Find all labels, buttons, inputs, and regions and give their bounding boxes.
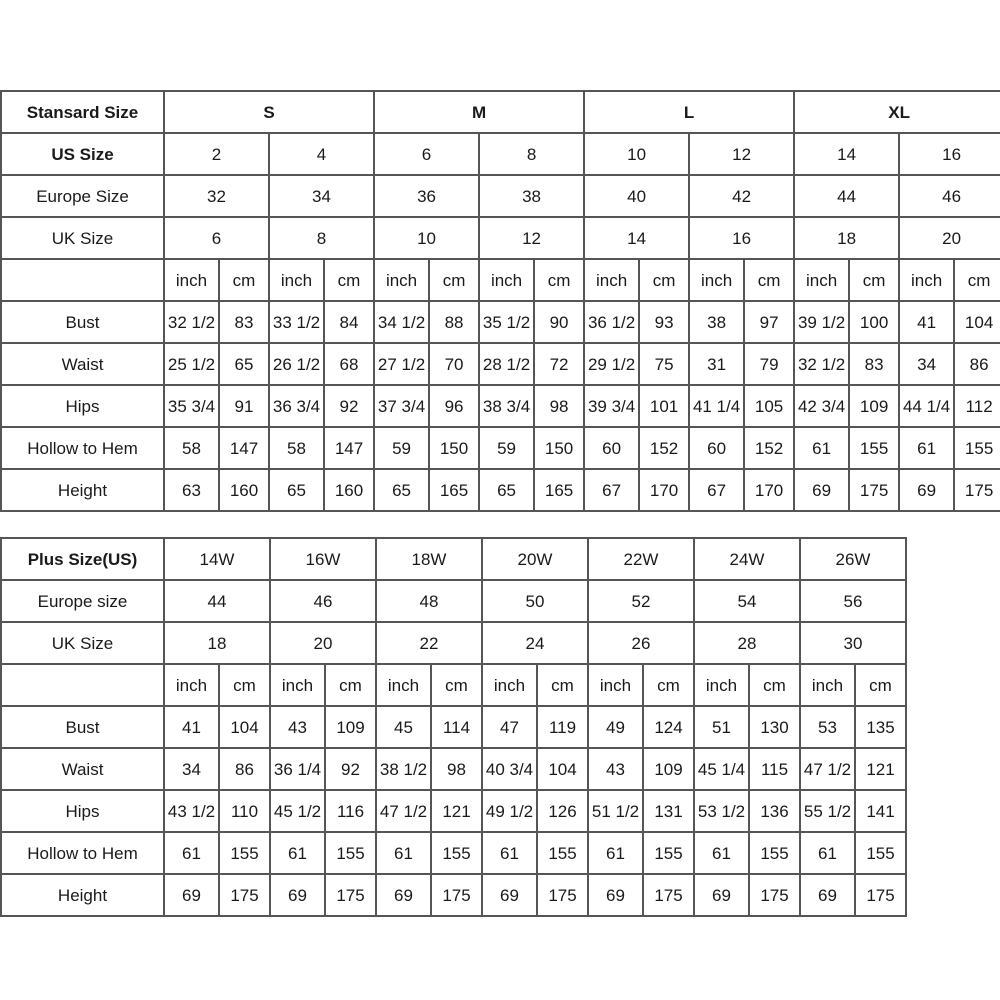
measurement-value: 141 xyxy=(855,790,906,832)
measurement-value: 155 xyxy=(749,832,800,874)
measurement-value: 83 xyxy=(849,343,899,385)
plus-uk-size-label: UK Size xyxy=(1,622,164,664)
plus-uk-size-value: 20 xyxy=(270,622,376,664)
us-size-value: 16 xyxy=(899,133,1000,175)
measurement-value: 69 xyxy=(164,874,219,916)
measurement-value: 29 1/2 xyxy=(584,343,639,385)
unit-cm-label: cm xyxy=(744,259,794,301)
plus-uk-size-value: 30 xyxy=(800,622,906,664)
measurement-value: 155 xyxy=(219,832,270,874)
measurement-value: 104 xyxy=(219,706,270,748)
measurement-value: 175 xyxy=(849,469,899,511)
unit-inch-label: inch xyxy=(794,259,849,301)
measurement-value: 121 xyxy=(431,790,482,832)
measurement-value: 175 xyxy=(855,874,906,916)
unit-cm-label: cm xyxy=(324,259,374,301)
measurement-value: 109 xyxy=(849,385,899,427)
europe-size-value: 34 xyxy=(269,175,374,217)
plus-measurement-row xyxy=(1,874,906,916)
europe-size-value: 40 xyxy=(584,175,689,217)
measurement-value: 130 xyxy=(749,706,800,748)
measurement-value: 136 xyxy=(749,790,800,832)
unit-inch-label: inch xyxy=(164,664,219,706)
measurement-value: 126 xyxy=(537,790,588,832)
measurement-value: 155 xyxy=(849,427,899,469)
plus-size-table xyxy=(0,537,907,917)
europe-size-value: 38 xyxy=(479,175,584,217)
measurement-value: 26 1/2 xyxy=(269,343,324,385)
measurement-value: 116 xyxy=(325,790,376,832)
measurement-value: 49 xyxy=(588,706,643,748)
size-group-label: M xyxy=(374,91,584,133)
measurement-value: 51 1/2 xyxy=(588,790,643,832)
measurement-value: 147 xyxy=(219,427,269,469)
size-group-label: XL xyxy=(794,91,1000,133)
measurement-value: 175 xyxy=(643,874,694,916)
plus-us-size-value: 18W xyxy=(376,538,482,580)
unit-cm-label: cm xyxy=(431,664,482,706)
measurement-value: 69 xyxy=(800,874,855,916)
measurement-value: 65 xyxy=(374,469,429,511)
measurement-value: 61 xyxy=(376,832,431,874)
measurement-value: 98 xyxy=(431,748,482,790)
measurement-value: 61 xyxy=(800,832,855,874)
measurement-value: 61 xyxy=(899,427,954,469)
plus-uk-size-value: 18 xyxy=(164,622,270,664)
uk-size-label: UK Size xyxy=(1,217,164,259)
measurement-value: 42 3/4 xyxy=(794,385,849,427)
measurement-value: 114 xyxy=(431,706,482,748)
plus-unit-row xyxy=(1,664,906,706)
measurement-value: 69 xyxy=(899,469,954,511)
measurement-value: 69 xyxy=(694,874,749,916)
us-size-value: 14 xyxy=(794,133,899,175)
measurement-value: 55 1/2 xyxy=(800,790,855,832)
measurement-value: 124 xyxy=(643,706,694,748)
unit-cm-label: cm xyxy=(537,664,588,706)
measurement-value: 61 xyxy=(794,427,849,469)
measurement-value: 69 xyxy=(588,874,643,916)
measurement-value: 63 xyxy=(164,469,219,511)
measurement-value: 58 xyxy=(269,427,324,469)
unit-row xyxy=(1,259,1000,301)
measurement-value: 97 xyxy=(744,301,794,343)
measurement-value: 53 1/2 xyxy=(694,790,749,832)
uk-size-value: 8 xyxy=(269,217,374,259)
measurement-value: 109 xyxy=(643,748,694,790)
measurement-value: 155 xyxy=(431,832,482,874)
measurement-value: 44 1/4 xyxy=(899,385,954,427)
us-size-value: 6 xyxy=(374,133,479,175)
measurement-label: Hips xyxy=(1,385,164,427)
measurement-value: 59 xyxy=(479,427,534,469)
plus-europe-size-value: 54 xyxy=(694,580,800,622)
plus-europe-size-label: Europe size xyxy=(1,580,164,622)
measurement-label: Bust xyxy=(1,301,164,343)
unit-inch-label: inch xyxy=(269,259,324,301)
plus-us-size-value: 22W xyxy=(588,538,694,580)
measurement-value: 45 1/2 xyxy=(270,790,325,832)
measurement-value: 47 1/2 xyxy=(800,748,855,790)
measurement-value: 147 xyxy=(324,427,374,469)
measurement-label: Hips xyxy=(1,790,164,832)
measurement-value: 38 xyxy=(689,301,744,343)
uk-size-value: 20 xyxy=(899,217,1000,259)
measurement-value: 105 xyxy=(744,385,794,427)
plus-europe-size-row xyxy=(1,580,906,622)
unit-cm-label: cm xyxy=(643,664,694,706)
measurement-value: 112 xyxy=(954,385,1000,427)
measurement-value: 41 xyxy=(164,706,219,748)
measurement-value: 34 xyxy=(899,343,954,385)
measurement-value: 75 xyxy=(639,343,689,385)
measurement-value: 34 xyxy=(164,748,219,790)
size-group-row xyxy=(1,91,1000,133)
measurement-value: 43 1/2 xyxy=(164,790,219,832)
plus-europe-size-value: 50 xyxy=(482,580,588,622)
measurement-value: 41 1/4 xyxy=(689,385,744,427)
us-size-value: 12 xyxy=(689,133,794,175)
unit-inch-label: inch xyxy=(374,259,429,301)
plus-us-size-value: 14W xyxy=(164,538,270,580)
measurement-label: Waist xyxy=(1,748,164,790)
measurement-value: 40 3/4 xyxy=(482,748,537,790)
unit-cm-label: cm xyxy=(849,259,899,301)
measurement-value: 45 1/4 xyxy=(694,748,749,790)
measurement-value: 175 xyxy=(431,874,482,916)
unit-inch-label: inch xyxy=(479,259,534,301)
europe-size-value: 46 xyxy=(899,175,1000,217)
plus-measurement-row xyxy=(1,706,906,748)
measurement-value: 175 xyxy=(749,874,800,916)
standard-size-table xyxy=(0,90,1000,512)
us-size-value: 10 xyxy=(584,133,689,175)
unit-cm-label: cm xyxy=(639,259,689,301)
us-size-value: 4 xyxy=(269,133,374,175)
measurement-value: 47 1/2 xyxy=(376,790,431,832)
size-group-label: L xyxy=(584,91,794,133)
europe-size-value: 36 xyxy=(374,175,479,217)
measurement-value: 69 xyxy=(482,874,537,916)
plus-europe-size-value: 48 xyxy=(376,580,482,622)
unit-inch-label: inch xyxy=(800,664,855,706)
plus-uk-size-value: 26 xyxy=(588,622,694,664)
measurement-value: 61 xyxy=(270,832,325,874)
uk-size-value: 18 xyxy=(794,217,899,259)
measurement-row xyxy=(1,427,1000,469)
measurement-row xyxy=(1,469,1000,511)
measurement-value: 86 xyxy=(954,343,1000,385)
uk-size-value: 14 xyxy=(584,217,689,259)
measurement-value: 175 xyxy=(325,874,376,916)
measurement-value: 37 3/4 xyxy=(374,385,429,427)
measurement-value: 45 xyxy=(376,706,431,748)
measurement-row xyxy=(1,385,1000,427)
measurement-value: 61 xyxy=(482,832,537,874)
measurement-value: 28 1/2 xyxy=(479,343,534,385)
unit-cm-label: cm xyxy=(855,664,906,706)
measurement-value: 175 xyxy=(537,874,588,916)
measurement-value: 35 1/2 xyxy=(479,301,534,343)
measurement-value: 65 xyxy=(479,469,534,511)
unit-inch-label: inch xyxy=(694,664,749,706)
measurement-label: Height xyxy=(1,469,164,511)
measurement-value: 25 1/2 xyxy=(164,343,219,385)
measurement-value: 155 xyxy=(537,832,588,874)
plus-europe-size-value: 44 xyxy=(164,580,270,622)
measurement-value: 68 xyxy=(324,343,374,385)
measurement-value: 35 3/4 xyxy=(164,385,219,427)
measurement-value: 67 xyxy=(584,469,639,511)
measurement-value: 84 xyxy=(324,301,374,343)
measurement-value: 170 xyxy=(744,469,794,511)
measurement-value: 115 xyxy=(749,748,800,790)
plus-size-header: Plus Size(US) xyxy=(1,538,164,580)
us-size-value: 8 xyxy=(479,133,584,175)
plus-us-size-row xyxy=(1,538,906,580)
measurement-value: 93 xyxy=(639,301,689,343)
us-size-row xyxy=(1,133,1000,175)
unit-cm-label: cm xyxy=(219,664,270,706)
measurement-value: 32 1/2 xyxy=(794,343,849,385)
measurement-label: Hollow to Hem xyxy=(1,832,164,874)
measurement-value: 60 xyxy=(689,427,744,469)
us-size-label: US Size xyxy=(1,133,164,175)
unit-cm-label: cm xyxy=(749,664,800,706)
measurement-value: 152 xyxy=(744,427,794,469)
measurement-value: 36 1/4 xyxy=(270,748,325,790)
plus-measurement-row xyxy=(1,748,906,790)
europe-size-value: 42 xyxy=(689,175,794,217)
measurement-value: 91 xyxy=(219,385,269,427)
measurement-value: 160 xyxy=(219,469,269,511)
plus-us-size-value: 24W xyxy=(694,538,800,580)
measurement-value: 170 xyxy=(639,469,689,511)
measurement-value: 60 xyxy=(584,427,639,469)
measurement-label: Bust xyxy=(1,706,164,748)
plus-unit-row-blank xyxy=(1,664,164,706)
measurement-value: 155 xyxy=(954,427,1000,469)
measurement-value: 27 1/2 xyxy=(374,343,429,385)
plus-uk-size-value: 28 xyxy=(694,622,800,664)
measurement-value: 155 xyxy=(855,832,906,874)
unit-cm-label: cm xyxy=(534,259,584,301)
measurement-label: Hollow to Hem xyxy=(1,427,164,469)
uk-size-value: 10 xyxy=(374,217,479,259)
measurement-value: 155 xyxy=(643,832,694,874)
measurement-value: 72 xyxy=(534,343,584,385)
europe-size-label: Europe Size xyxy=(1,175,164,217)
measurement-value: 33 1/2 xyxy=(269,301,324,343)
measurement-value: 61 xyxy=(164,832,219,874)
measurement-value: 34 1/2 xyxy=(374,301,429,343)
us-size-value: 2 xyxy=(164,133,269,175)
measurement-value: 135 xyxy=(855,706,906,748)
measurement-value: 32 1/2 xyxy=(164,301,219,343)
measurement-value: 100 xyxy=(849,301,899,343)
plus-europe-size-value: 52 xyxy=(588,580,694,622)
unit-cm-label: cm xyxy=(325,664,376,706)
measurement-value: 59 xyxy=(374,427,429,469)
unit-inch-label: inch xyxy=(584,259,639,301)
measurement-value: 150 xyxy=(534,427,584,469)
measurement-value: 96 xyxy=(429,385,479,427)
plus-uk-size-value: 22 xyxy=(376,622,482,664)
measurement-value: 150 xyxy=(429,427,479,469)
unit-cm-label: cm xyxy=(219,259,269,301)
measurement-row xyxy=(1,301,1000,343)
unit-cm-label: cm xyxy=(429,259,479,301)
measurement-value: 39 1/2 xyxy=(794,301,849,343)
measurement-label: Waist xyxy=(1,343,164,385)
measurement-value: 104 xyxy=(954,301,1000,343)
measurement-value: 53 xyxy=(800,706,855,748)
unit-inch-label: inch xyxy=(482,664,537,706)
measurement-value: 31 xyxy=(689,343,744,385)
measurement-value: 65 xyxy=(269,469,324,511)
standard-size-header: Stansard Size xyxy=(1,91,164,133)
unit-inch-label: inch xyxy=(899,259,954,301)
measurement-value: 61 xyxy=(588,832,643,874)
europe-size-value: 44 xyxy=(794,175,899,217)
uk-size-value: 16 xyxy=(689,217,794,259)
measurement-value: 101 xyxy=(639,385,689,427)
measurement-value: 104 xyxy=(537,748,588,790)
measurement-value: 83 xyxy=(219,301,269,343)
measurement-value: 69 xyxy=(270,874,325,916)
unit-inch-label: inch xyxy=(689,259,744,301)
europe-size-row xyxy=(1,175,1000,217)
plus-measurement-row xyxy=(1,790,906,832)
size-group-label: S xyxy=(164,91,374,133)
measurement-value: 65 xyxy=(219,343,269,385)
measurement-value: 121 xyxy=(855,748,906,790)
measurement-value: 175 xyxy=(219,874,270,916)
plus-uk-size-row xyxy=(1,622,906,664)
measurement-value: 38 3/4 xyxy=(479,385,534,427)
measurement-value: 58 xyxy=(164,427,219,469)
measurement-value: 38 1/2 xyxy=(376,748,431,790)
plus-us-size-value: 20W xyxy=(482,538,588,580)
measurement-value: 36 1/2 xyxy=(584,301,639,343)
measurement-value: 41 xyxy=(899,301,954,343)
plus-us-size-value: 26W xyxy=(800,538,906,580)
europe-size-value: 32 xyxy=(164,175,269,217)
measurement-value: 165 xyxy=(429,469,479,511)
measurement-value: 119 xyxy=(537,706,588,748)
measurement-value: 152 xyxy=(639,427,689,469)
unit-cm-label: cm xyxy=(954,259,1000,301)
unit-inch-label: inch xyxy=(164,259,219,301)
measurement-value: 36 3/4 xyxy=(269,385,324,427)
measurement-value: 165 xyxy=(534,469,584,511)
measurement-value: 79 xyxy=(744,343,794,385)
unit-inch-label: inch xyxy=(588,664,643,706)
measurement-value: 92 xyxy=(324,385,374,427)
measurement-value: 88 xyxy=(429,301,479,343)
measurement-value: 90 xyxy=(534,301,584,343)
plus-europe-size-value: 56 xyxy=(800,580,906,622)
uk-size-row xyxy=(1,217,1000,259)
unit-row-blank xyxy=(1,259,164,301)
measurement-value: 160 xyxy=(324,469,374,511)
uk-size-value: 6 xyxy=(164,217,269,259)
measurement-value: 131 xyxy=(643,790,694,832)
measurement-value: 51 xyxy=(694,706,749,748)
measurement-row xyxy=(1,343,1000,385)
measurement-value: 98 xyxy=(534,385,584,427)
measurement-value: 109 xyxy=(325,706,376,748)
measurement-value: 43 xyxy=(588,748,643,790)
measurement-value: 70 xyxy=(429,343,479,385)
measurement-value: 61 xyxy=(694,832,749,874)
measurement-value: 69 xyxy=(794,469,849,511)
measurement-value: 43 xyxy=(270,706,325,748)
uk-size-value: 12 xyxy=(479,217,584,259)
measurement-value: 110 xyxy=(219,790,270,832)
measurement-value: 92 xyxy=(325,748,376,790)
unit-inch-label: inch xyxy=(376,664,431,706)
measurement-value: 39 3/4 xyxy=(584,385,639,427)
unit-inch-label: inch xyxy=(270,664,325,706)
measurement-value: 155 xyxy=(325,832,376,874)
measurement-value: 86 xyxy=(219,748,270,790)
measurement-label: Height xyxy=(1,874,164,916)
measurement-value: 47 xyxy=(482,706,537,748)
plus-measurement-row xyxy=(1,832,906,874)
plus-us-size-value: 16W xyxy=(270,538,376,580)
plus-uk-size-value: 24 xyxy=(482,622,588,664)
measurement-value: 49 1/2 xyxy=(482,790,537,832)
plus-europe-size-value: 46 xyxy=(270,580,376,622)
measurement-value: 69 xyxy=(376,874,431,916)
measurement-value: 175 xyxy=(954,469,1000,511)
measurement-value: 67 xyxy=(689,469,744,511)
